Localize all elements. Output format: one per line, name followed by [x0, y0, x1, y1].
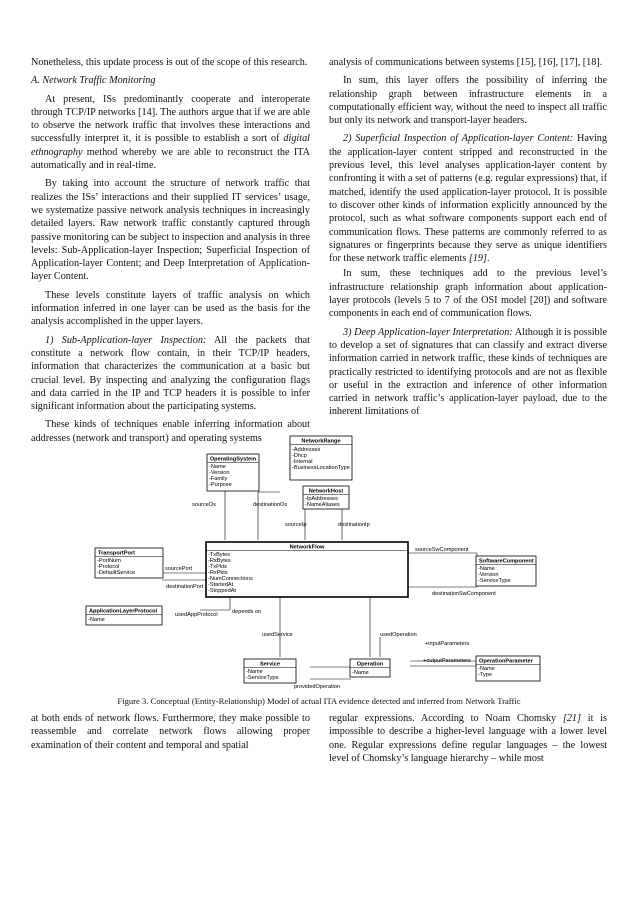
svg-text:-Protocol: -Protocol [97, 564, 120, 570]
paragraph: At present, ISs predominantly cooperate and interoperate through TCP/IP networks [14]. The authors argue that if we are able to observe the network traffic that involves these interactions and successfully interpret it, it is possible to establish a sort of digital ethnography method whereby we are able to reconstruct the ITA automatically and in real-time. [31, 93, 310, 172]
svg-text:-Dhcp: -Dhcp [292, 453, 307, 459]
svg-text:-Name: -Name [246, 669, 263, 675]
paragraph: 2) Superficial Inspection of Application-layer Content: Having the application-layer content stripped and reconstructed in the previous level, this level analyses application-layer content by confronting it with a set of patterns (e.g. regular expressions) that, if matched, identify the used application-layer protocol. It is possible to discover other kinds of information explicitly announced by the protocol, such as what software components support each end of communication flows. These patterns are commonly referred to as signatures or fingerprints because they serve as unique identifiers for these network traffic elements [19]. [329, 133, 607, 265]
label-output-parameters: +outputParameters [423, 658, 471, 664]
svg-text:-RxPkts: -RxPkts [208, 570, 228, 576]
entity-network-range [290, 436, 352, 480]
er-diagram [80, 432, 580, 690]
svg-text:-PortNum: -PortNum [97, 558, 121, 564]
paragraph: In sum, this layer offers the possibility of inferring the relationship graph between infrastructure elements in a computationally efficient way, without the need to inspect all traffic but only its network and transport-layer headers. [329, 75, 607, 127]
entity-operation [350, 659, 390, 677]
svg-text:-BusinessLocationType: -BusinessLocationType [292, 465, 350, 471]
label-destination-ip: destinationIp [338, 522, 370, 528]
label-provided-operation: providedOperation [294, 684, 341, 690]
right-column [329, 56, 607, 419]
paragraph: Nonetheless, this update process is out of the scope of this research. [31, 57, 308, 68]
svg-text:-Type: -Type [478, 672, 492, 678]
label-depends-on: depends on [232, 609, 262, 615]
paragraph: By taking into account the structure of network traffic that realizes the ISs’ interactions and their supplied IT services’ usage, we systematize passive network analysis techniques in increasingly detailed layers. Raw network traffic constantly captured through passive monitoring can be subject to inspection and analysis in three levels: Sub-Application-layer Inspection; Superficial Inspection of Application-layer Content; and Deep Interpretation of Application-layer Content. [31, 178, 310, 283]
label-source-ip: sourceIp [285, 522, 307, 528]
svg-text:NetworkHost: NetworkHost [308, 488, 344, 495]
label-destination-os: destinationOs [253, 502, 288, 508]
paragraph: These kinds of techniques enable inferring information about addresses (network and transport) and operating systems [31, 419, 310, 444]
svg-text:-TxPkts: -TxPkts [208, 564, 227, 570]
subsection-title: 2) Superficial Inspection of Application-layer Content: [343, 133, 574, 145]
paragraph: at both ends of network flows. Furthermore, they make possible to reassemble and correlate network flows allowing proper examination of their content and temporal and spatial [31, 713, 310, 751]
bottom-right-column [329, 712, 607, 770]
entity-software-component [476, 556, 536, 586]
svg-text:-Internal: -Internal [292, 459, 313, 465]
svg-text:-Name: -Name [209, 464, 226, 470]
paragraph: These levels constitute layers of traffic analysis on which information inferred in one layer can be used as the basis for the analysis accomplished in the upper layers. [31, 289, 310, 328]
entity-network-flow [206, 542, 408, 597]
bottom-left-column [31, 712, 310, 757]
label-used-app-protocol: usedAppProtocol [175, 612, 218, 618]
svg-text:Service: Service [260, 661, 280, 668]
svg-text:OperatingSystem: OperatingSystem [209, 456, 257, 463]
svg-text:-Name: -Name [352, 670, 369, 676]
figure-caption: Figure 3. Conceptual (Entity-Relationship) Model of actual ITA evidence detected and inferred from Network Traffic [117, 696, 521, 706]
label-input-parameters: +inputParameters [425, 641, 470, 647]
svg-text:-Name: -Name [88, 617, 105, 623]
svg-text:-NumConnections: -NumConnections [208, 576, 253, 582]
svg-text:-Version: -Version [209, 470, 230, 476]
paragraph: 3) Deep Application-layer Interpretation: Although it is possible to develop a set of signatures that can classify and extract diverse information carried in network traffic, these kinds of techniques are practically restricted to identifying protocols and are not as flexible or useful in the extraction and inference of other information carried in network traffic’s application-layer payload, due to the inherent limitations of [329, 326, 608, 418]
svg-text:-IpAddresses: -IpAddresses [305, 496, 338, 502]
svg-text:-Name: -Name [478, 666, 495, 672]
svg-text:-Family: -Family [209, 476, 228, 482]
svg-text:ApplicationLayerProtocol: ApplicationLayerProtocol [89, 608, 158, 615]
svg-text:-ServiceType: -ServiceType [246, 675, 279, 681]
svg-text:-ServiceType: -ServiceType [478, 578, 511, 584]
svg-text:-StoppedAt: -StoppedAt [208, 588, 236, 594]
svg-text:-Version: -Version [478, 572, 499, 578]
svg-text:-NameAliases: -NameAliases [305, 502, 340, 508]
svg-text:NetworkRange: NetworkRange [301, 438, 341, 445]
svg-text:-RxBytes: -RxBytes [208, 558, 231, 564]
entity-operation-parameter [476, 656, 540, 681]
section-heading: A. Network Traffic Monitoring [31, 75, 156, 87]
subsection-title: 1) Sub-Application-layer Inspection: [45, 334, 207, 346]
svg-text:NetworkFlow: NetworkFlow [289, 544, 325, 551]
entity-application-layer-protocol [86, 606, 162, 625]
svg-text:OperationParameter: OperationParameter [479, 658, 533, 665]
entity-operating-system [207, 454, 259, 491]
svg-text:-Name: -Name [478, 566, 495, 572]
paragraph: analysis of communications between systems [15], [16], [17], [18]. [329, 57, 603, 68]
svg-text:-TxBytes: -TxBytes [208, 552, 231, 558]
label-used-operation: usedOperation [380, 632, 417, 638]
paragraph: regular expressions. According to Noam Chomsky [21] it is impossible to describe a higher-level language with a lower level one. Regular expressions define regular languages – the lowest level of Chomsky’s language hierarchy – while most [329, 713, 607, 764]
left-column [31, 56, 310, 445]
paragraph: In sum, these techniques add to the previous level’s infrastructure relationship graph information about application-layer protocols (levels 5 to 7 of the OSI model [20]) and software components in each end of communication flows. [329, 268, 607, 320]
svg-text:Operation: Operation [356, 661, 384, 668]
entity-transport-port [95, 548, 163, 578]
label-source-port: sourcePort [165, 566, 193, 572]
label-used-service: usedService [262, 632, 293, 638]
svg-text:-StartedAt: -StartedAt [208, 582, 234, 588]
entity-service [244, 659, 296, 683]
svg-text:-DefaultService: -DefaultService [97, 570, 136, 576]
label-destination-sw: destinationSwComponent [432, 591, 496, 597]
paragraph: 1) Sub-Application-layer Inspection: All the packets that constitute a network flow contain, in their TCP/IP headers, information that characterizes the communication at a basic but crucial level. By inspecting and analyzing the configuration flags and data carried in the IP and TCP headers it is possible to infer significant information about the participating systems. [31, 334, 310, 413]
svg-text:-Addresses: -Addresses [292, 447, 321, 453]
svg-text:-Purpose: -Purpose [209, 482, 232, 488]
svg-text:SoftwareComponent: SoftwareComponent [479, 558, 534, 565]
label-source-os: sourceOs [192, 502, 216, 508]
svg-text:TransportPort: TransportPort [98, 550, 135, 557]
entity-network-host [303, 486, 349, 509]
label-source-sw: sourceSwComponent [415, 547, 469, 553]
label-destination-port: destinationPort [166, 584, 204, 590]
subsection-title: 3) Deep Application-layer Interpretation: [343, 326, 513, 338]
